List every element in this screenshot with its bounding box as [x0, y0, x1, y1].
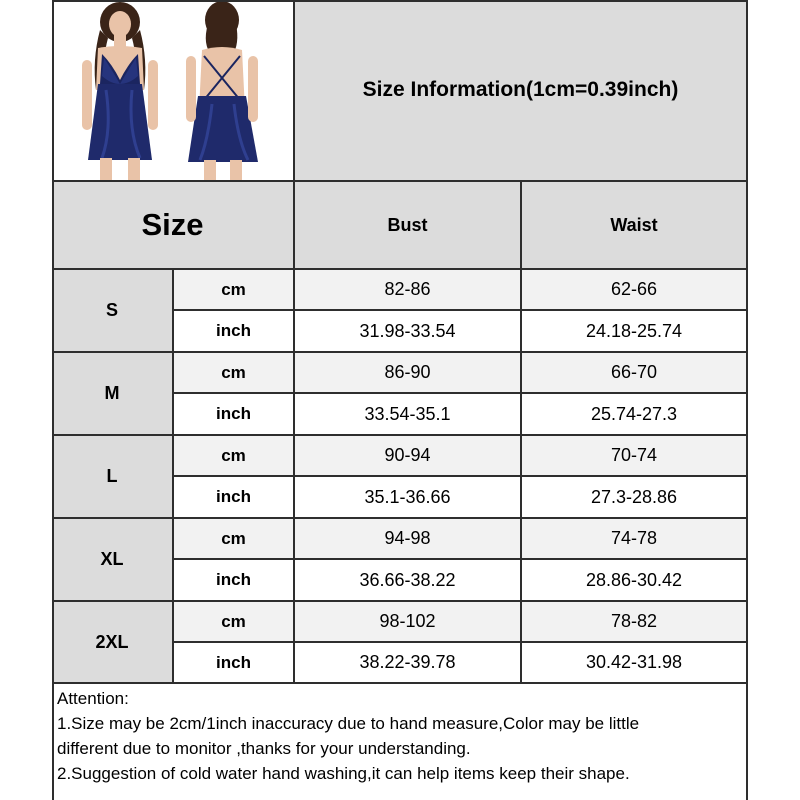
unit-cell — [174, 353, 295, 394]
waist-value: 25.74-27.3 — [590, 403, 678, 424]
unit-label: inch — [216, 652, 251, 672]
waist-header: Waist — [610, 214, 658, 235]
waist-value: 78-82 — [610, 611, 658, 631]
size-label-cell — [52, 270, 174, 353]
waist-value-cell — [522, 477, 748, 519]
size-label: S — [105, 300, 118, 320]
bust-value: 33.54-35.1 — [364, 403, 451, 424]
bust-header-cell — [295, 182, 522, 270]
unit-cell — [174, 270, 295, 311]
unit-label: cm — [221, 528, 246, 548]
waist-value-cell — [522, 353, 748, 394]
unit-cell — [174, 602, 295, 643]
unit-cell — [174, 311, 295, 353]
unit-label: inch — [216, 570, 251, 589]
size-label: 2XL — [95, 631, 129, 652]
bust-value: 98-102 — [379, 611, 436, 631]
size-chart — [52, 0, 748, 684]
unit-label: inch — [216, 321, 251, 340]
bust-value-cell — [295, 560, 522, 602]
waist-value: 30.42-31.98 — [585, 652, 683, 672]
note-line-2: different due to monitor ,thanks for your understanding. — [57, 739, 471, 758]
unit-label: cm — [221, 611, 246, 631]
unit-cell — [174, 436, 295, 477]
bust-value: 36.66-38.22 — [359, 569, 456, 590]
bust-value-cell — [295, 394, 522, 436]
waist-value-cell — [522, 519, 748, 560]
unit-cell — [174, 560, 295, 602]
waist-value-cell — [522, 560, 748, 602]
bust-value: 31.98-33.54 — [359, 320, 456, 341]
nightdress-illustration — [52, 0, 293, 180]
unit-label: inch — [216, 404, 251, 423]
waist-header-cell — [522, 182, 748, 270]
size-label-cell — [52, 436, 174, 519]
bust-value: 90-94 — [384, 445, 431, 465]
note-line-1: 1.Size may be 2cm/1inch inaccuracy due to hand measure,Color may be little — [57, 714, 640, 733]
bust-value-cell — [295, 519, 522, 560]
bust-value: 82-86 — [384, 279, 431, 299]
size-header: Size — [141, 207, 204, 242]
attention-notes — [54, 684, 746, 786]
size-label-cell — [52, 353, 174, 436]
bust-value-cell — [295, 477, 522, 519]
bust-value: 86-90 — [384, 362, 431, 382]
waist-value: 28.86-30.42 — [585, 569, 683, 590]
bust-value: 94-98 — [384, 528, 431, 548]
unit-cell — [174, 394, 295, 436]
size-label-cell — [52, 602, 174, 684]
attention-heading: Attention: — [57, 689, 129, 708]
unit-label: cm — [221, 279, 246, 299]
waist-value-cell — [522, 436, 748, 477]
bust-value-cell — [295, 311, 522, 353]
waist-value-cell — [522, 643, 748, 684]
unit-cell — [174, 477, 295, 519]
waist-value-cell — [522, 394, 748, 436]
waist-value: 27.3-28.86 — [590, 486, 678, 507]
unit-label: cm — [221, 445, 246, 465]
waist-value: 66-70 — [610, 362, 658, 382]
bust-header: Bust — [387, 214, 428, 235]
waist-value: 70-74 — [610, 445, 658, 465]
bust-value-cell — [295, 270, 522, 311]
unit-cell — [174, 519, 295, 560]
size-label: L — [106, 466, 118, 486]
waist-value-cell — [522, 602, 748, 643]
size-info-title-cell — [295, 0, 748, 182]
waist-value: 62-66 — [610, 279, 658, 299]
product-photo — [52, 0, 295, 182]
unit-cell — [174, 643, 295, 684]
size-label: M — [104, 383, 120, 403]
unit-label: inch — [216, 487, 251, 506]
bust-value-cell — [295, 643, 522, 684]
size-header-cell — [52, 182, 295, 270]
bust-value-cell — [295, 602, 522, 643]
bust-value-cell — [295, 436, 522, 477]
bust-value: 35.1-36.66 — [364, 486, 451, 507]
bust-value: 38.22-39.78 — [359, 652, 456, 672]
size-info-title: Size Information(1cm=0.39inch) — [362, 78, 679, 101]
waist-value: 74-78 — [610, 528, 658, 548]
unit-label: cm — [221, 362, 246, 382]
size-label-cell — [52, 519, 174, 602]
size-label: XL — [100, 549, 124, 569]
waist-value-cell — [522, 270, 748, 311]
bust-value-cell — [295, 353, 522, 394]
waist-value: 24.18-25.74 — [585, 320, 683, 341]
note-line-3: 2.Suggestion of cold water hand washing,it can help items keep their shape. — [57, 764, 630, 783]
waist-value-cell — [522, 311, 748, 353]
